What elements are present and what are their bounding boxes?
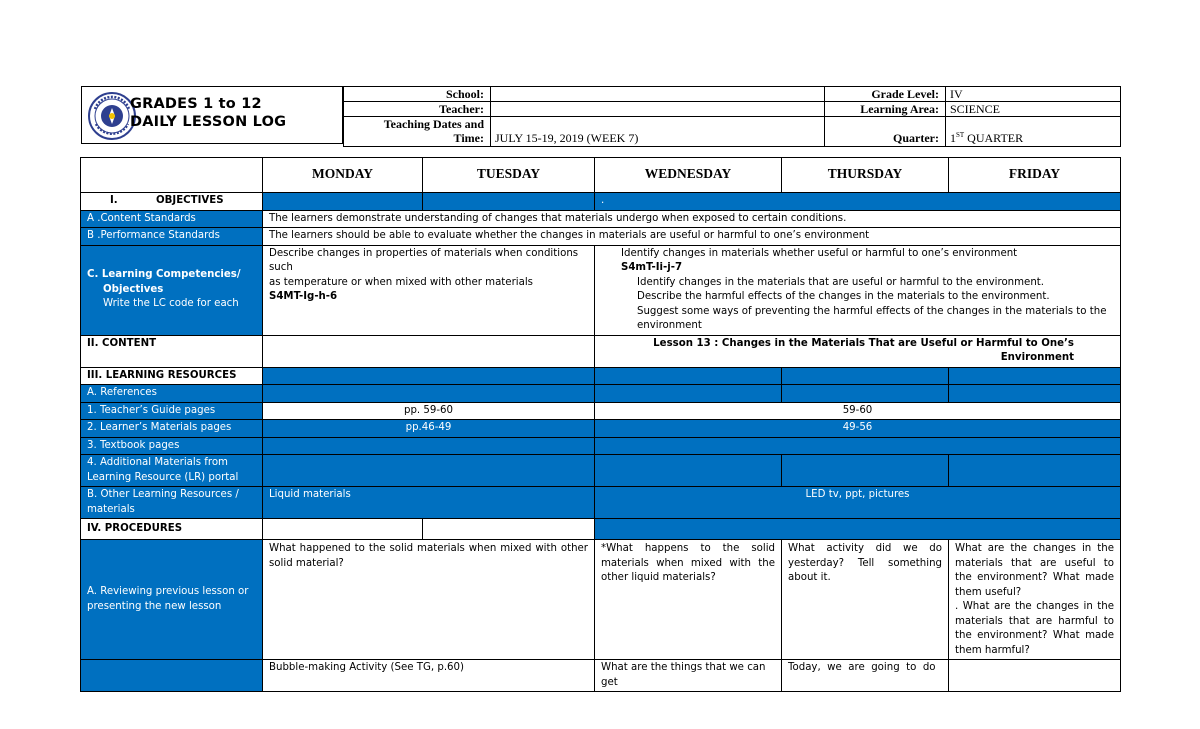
procedures-monday <box>263 519 423 540</box>
resources-row <box>81 367 1121 385</box>
references-row <box>81 385 1121 403</box>
title-line-1: GRADES 1 to 12 <box>130 96 262 112</box>
procedures-label: IV. PROCEDURES <box>81 519 263 540</box>
learners-materials-row <box>81 420 1121 438</box>
teachers-guide-row <box>81 402 1121 420</box>
quarter-number: 1 <box>950 131 956 145</box>
procedures-row <box>81 519 1121 540</box>
objective-2: Describe the harmful effects of the changes in the materials to the environment. <box>637 291 1050 302</box>
next-procedure-label <box>81 660 263 692</box>
teacher-label: Teacher: <box>344 102 491 117</box>
competencies-label-line2: Objectives <box>103 283 164 295</box>
competency-mon-line1: Describe changes in properties of materials when conditions such <box>269 247 579 273</box>
quarter-label: Quarter: <box>825 117 946 147</box>
day-tuesday: TUESDAY <box>423 158 595 193</box>
procedures-tuesday <box>423 519 595 540</box>
additional-materials-line1: 4. Additional Materials from <box>87 457 228 468</box>
competencies-label-line3: Write the LC code for each <box>103 298 239 310</box>
objectives-tuesday <box>423 193 595 211</box>
competencies-wed-fri <box>595 245 1121 335</box>
day-friday: FRIDAY <box>949 158 1121 193</box>
grade-level-value: IV <box>946 87 1121 102</box>
lesson-title: Lesson 13 : Changes in the Materials That are Useful or Harmful to One’s Environment <box>595 335 1121 367</box>
content-standards-text: The learners demonstrate understanding of changes that materials undergo when exposed to certain conditions. <box>263 210 1121 228</box>
teaching-dates-label-line2: Time: <box>453 131 484 145</box>
references-thu <box>782 385 949 403</box>
quarter-word: QUARTER <box>964 131 1024 145</box>
learners-materials-mon-tue: pp.46-49 <box>263 420 595 438</box>
competency-mon-code: S4MT-Ig-h-6 <box>269 291 338 302</box>
procedures-wed-fri <box>595 519 1121 540</box>
content-standards-label: A .Content Standards <box>81 210 263 228</box>
school-value <box>491 87 825 102</box>
review-lesson-row <box>81 540 1121 660</box>
additional-materials-row <box>81 455 1121 487</box>
teaching-dates-value: JULY 15-19, 2019 (WEEK 7) <box>491 117 825 147</box>
next-thursday: Today, we are going to do <box>782 660 949 692</box>
learners-materials-wed-fri: 49-56 <box>595 420 1121 438</box>
teachers-guide-mon-tue: pp. 59-60 <box>263 402 595 420</box>
teaching-dates-label <box>344 117 491 147</box>
competency-mon-line2: as temperature or when mixed with other materials <box>269 276 533 288</box>
grade-level-label: Grade Level: <box>825 87 946 102</box>
learning-area-value: SCIENCE <box>946 102 1121 117</box>
header-info-table <box>343 86 1121 147</box>
textbook-row <box>81 437 1121 455</box>
title-line-2: DAILY LESSON LOG <box>130 114 287 130</box>
next-mon-tue: Bubble-making Activity (See TG, p.60) <box>263 660 595 692</box>
competencies-label-line1: C. Learning Competencies/ <box>87 269 241 281</box>
next-friday <box>949 660 1121 692</box>
objective-1: Identify changes in the materials that are useful or harmful to the environment. <box>637 276 1045 288</box>
other-resources-label <box>81 487 263 519</box>
additional-materials-label <box>81 455 263 487</box>
textbook-mon-tue <box>263 437 595 455</box>
other-resources-wed-fri: LED tv, ppt, pictures <box>595 487 1121 519</box>
references-fri <box>949 385 1121 403</box>
additional-materials-line2: Learning Resource (LR) portal <box>87 471 239 483</box>
day-monday: MONDAY <box>263 158 423 193</box>
teachers-guide-wed-fri: 59-60 <box>595 402 1121 420</box>
review-lesson-label <box>81 540 263 660</box>
additional-materials-mon-tue <box>263 455 595 487</box>
corner-cell <box>81 158 263 193</box>
header-title-block <box>81 86 343 144</box>
additional-materials-thu <box>782 455 949 487</box>
resources-wed <box>595 367 782 385</box>
objectives-text: OBJECTIVES <box>156 195 224 206</box>
competencies-mon-tue <box>263 245 595 335</box>
performance-standards-text: The learners should be able to evaluate whether the changes in materials are useful or harmful to one’s environment <box>263 228 1121 246</box>
references-mon-tue <box>263 385 595 403</box>
day-wednesday: WEDNESDAY <box>595 158 782 193</box>
textbook-wed-fri <box>595 437 1121 455</box>
teacher-value <box>491 102 825 117</box>
lesson-log-table <box>80 157 1121 692</box>
objectives-monday <box>263 193 423 211</box>
review-mon-tue: What happened to the solid materials when mixed with other solid material? <box>263 540 595 660</box>
document-title <box>130 95 286 131</box>
learning-area-label: Learning Area: <box>825 102 946 117</box>
content-label: II. CONTENT <box>81 335 263 367</box>
other-resources-row <box>81 487 1121 519</box>
references-label: A. References <box>81 385 263 403</box>
competencies-label <box>81 245 263 335</box>
other-resources-mon-tue: Liquid materials <box>263 487 595 519</box>
day-header-row <box>81 158 1121 193</box>
review-lesson-line2: presenting the new lesson <box>87 600 222 612</box>
objective-3-cont: environment <box>637 320 702 331</box>
review-thursday: What activity did we do yesterday? Tell something about it. <box>782 540 949 660</box>
additional-materials-wed <box>595 455 782 487</box>
other-resources-line2: materials <box>87 503 135 515</box>
next-procedure-row <box>81 660 1121 692</box>
performance-standards-label: B .Performance Standards <box>81 228 263 246</box>
review-friday <box>949 540 1121 660</box>
resources-fri <box>949 367 1121 385</box>
objectives-label <box>81 193 263 211</box>
competency-wed-line1: Identify changes in materials whether useful or harmful to one’s environment <box>621 247 1018 259</box>
resources-thu <box>782 367 949 385</box>
teachers-guide-label: 1. Teacher’s Guide pages <box>81 402 263 420</box>
content-standards-row <box>81 210 1121 228</box>
teaching-dates-label-line1: Teaching Dates and <box>383 117 484 131</box>
textbook-label: 3. Textbook pages <box>81 437 263 455</box>
review-lesson-line1: A. Reviewing previous lesson or <box>87 586 249 597</box>
objective-3: Suggest some ways of preventing the harmful effects of the changes in the materials to the <box>637 305 1107 317</box>
quarter-value <box>946 117 1121 147</box>
review-friday-part2: . What are the changes in the materials that are harmful to the environment? What made them harmful? <box>955 601 1114 656</box>
references-wed <box>595 385 782 403</box>
next-wednesday: What are the things that we can get <box>595 660 782 692</box>
review-wednesday: *What happens to the solid materials when mixed with the other liquid materials? <box>595 540 782 660</box>
review-friday-part1: What are the changes in the materials that are useful to the environment? What made them useful? <box>955 543 1114 598</box>
other-resources-line1: B. Other Learning Resources / <box>87 489 239 500</box>
school-label: School: <box>344 87 491 102</box>
competency-wed-code: S4mT-Ii-j-7 <box>621 262 683 273</box>
content-row <box>81 335 1121 367</box>
learners-materials-label: 2. Learner’s Materials pages <box>81 420 263 438</box>
quarter-suffix: ST <box>956 131 965 139</box>
performance-standards-row <box>81 228 1121 246</box>
objectives-numeral: I. <box>110 195 118 206</box>
competencies-row <box>81 245 1121 335</box>
objectives-wed-fri: . <box>595 193 1121 211</box>
additional-materials-fri <box>949 455 1121 487</box>
resources-mon-tue <box>263 367 595 385</box>
objectives-row <box>81 193 1121 211</box>
resources-label: III. LEARNING RESOURCES <box>81 367 263 385</box>
day-thursday: THURSDAY <box>782 158 949 193</box>
content-mon-tue <box>263 335 595 367</box>
